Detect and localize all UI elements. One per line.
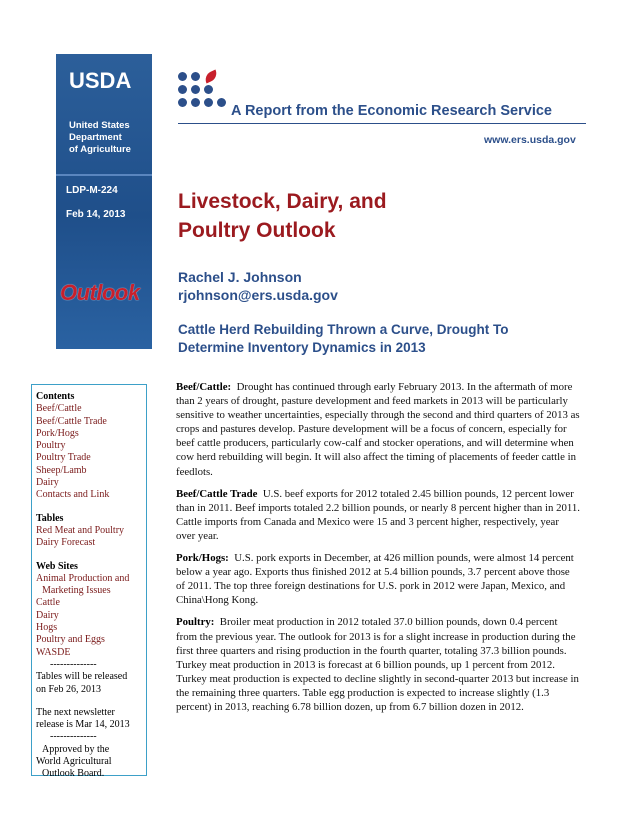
section-poultry	[176, 615, 580, 714]
website-link-cattle[interactable]: Cattle	[36, 597, 60, 609]
usda-logo: USDA	[69, 68, 132, 93]
agency-line: of Agriculture	[69, 144, 131, 155]
newsletter-note-date: release is Mar 14, 2013	[36, 719, 130, 731]
usda-outlook-banner	[56, 54, 152, 349]
section-text: U.S. pork exports in December, at 426 million pounds, were almost 14 percent below a year ago. Exports thus finished 2012 at 5.4 billion pounds, 3.7 percent above those of 2011. The top three foreign destinations for U.S. pork in 2012 were Japan, Mexico, and China\Hong Kong.	[176, 552, 574, 607]
website-link-animal-production[interactable]: Animal Production and	[36, 572, 130, 584]
title-line: Livestock, Dairy, and	[178, 190, 387, 213]
agency-line: Department	[69, 132, 122, 143]
contents-link-contacts[interactable]: Contacts and Link	[36, 489, 110, 501]
contents-link-pork-hogs[interactable]: Pork/Hogs	[36, 427, 79, 439]
release-note-date: on Feb 26, 2013	[36, 683, 101, 695]
section-heading: Beef/Cattle:	[176, 381, 232, 393]
author-name: Rachel J. Johnson	[178, 269, 302, 285]
approval-note: Outlook Board.	[42, 768, 105, 780]
ers-url-link[interactable]: www.ers.usda.gov	[484, 134, 576, 146]
approval-note: Approved by the	[42, 743, 110, 755]
section-pork-hogs	[176, 551, 580, 607]
agency-name	[69, 120, 131, 156]
section-heading: Beef/Cattle Trade	[176, 487, 258, 500]
separator: --------------	[50, 658, 97, 670]
release-note: Tables will be released	[36, 671, 128, 683]
website-link-hogs[interactable]: Hogs	[36, 622, 58, 634]
contents-sidebar	[31, 384, 147, 780]
report-source: A Report from the Economic Research Service	[231, 103, 552, 119]
section-text: Drought has continued through early February 2013. In the aftermath of more than 2 years of drought, pasture development and feed markets in 2013 will be particularly sensitive to weather uncertainties, especially through the second and third quarters of 2013 as crops and pastures develop. Pasture development will be a focus of concern, especially for beef cattle producers, particularly cow-calf and stocker operations, and will determine when cow herd rebuilding will begin. It will also affect the timing of placements of feeder cattle in feedlots.	[176, 381, 580, 478]
separator: --------------	[50, 731, 97, 743]
newsletter-note: The next newsletter	[36, 706, 115, 718]
subtitle-line: Determine Inventory Dynamics in 2013	[178, 340, 426, 355]
contents-link-poultry-trade[interactable]: Poultry Trade	[36, 452, 91, 464]
website-link-dairy[interactable]: Dairy	[36, 609, 59, 621]
report-title	[178, 187, 558, 245]
contents-heading: Contents	[36, 391, 75, 402]
report-number: LDP-M-224	[66, 185, 118, 196]
report-subtitle	[178, 321, 578, 357]
websites-heading: Web Sites	[36, 560, 78, 572]
contents-link-dairy[interactable]: Dairy	[36, 477, 59, 489]
section-beef-cattle-trade	[176, 487, 580, 543]
tables-heading: Tables	[36, 512, 64, 524]
author-block	[178, 268, 338, 304]
website-link-poultry-eggs[interactable]: Poultry and Eggs	[36, 634, 105, 646]
contents-link-beef-cattle[interactable]: Beef/Cattle	[36, 403, 82, 415]
subtitle-line: Cattle Herd Rebuilding Thrown a Curve, Drought To	[178, 322, 509, 337]
tables-link-red-meat-poultry[interactable]: Red Meat and Poultry	[36, 524, 125, 536]
banner-divider	[56, 174, 152, 176]
approval-note: World Agricultural	[36, 756, 112, 768]
website-link-wasde[interactable]: WASDE	[36, 646, 71, 658]
report-body	[176, 380, 580, 722]
section-beef-cattle	[176, 380, 580, 479]
contents-link-poultry[interactable]: Poultry	[36, 440, 66, 452]
outlook-logo: Outlook	[60, 280, 140, 305]
website-link-animal-production-cont[interactable]: Marketing Issues	[42, 585, 111, 597]
contents-link-sheep-lamb[interactable]: Sheep/Lamb	[36, 464, 87, 476]
title-line: Poultry Outlook	[178, 219, 336, 242]
section-heading: Pork/Hogs:	[176, 552, 229, 565]
agency-line: United States	[69, 120, 130, 131]
header-divider	[178, 123, 586, 124]
author-email-link[interactable]: rjohnson@ers.usda.gov	[178, 287, 338, 303]
section-text: Broiler meat production in 2012 totaled 37.0 billion pounds, down 0.4 percent from the previous year. The outlook for 2013 is for a slight increase in production during the first three quarters and rising production in the fourth quarter, totaling 37.3 billion pounds. Turkey meat production in 2013 is forecast at 6 billion pounds, up 1 percent from 2012. Turkey meat production is expected to decline slightly in second-quarter 2013 but increase in the remaining three quarters. Table egg production is expected to increase slightly (1.3 percent) in 2013, reaching 6.78 billion dozen, up from 6.7 billion dozen in 2012.	[176, 616, 579, 713]
section-heading: Poultry:	[176, 616, 215, 629]
section-text: U.S. beef exports for 2012 totaled 2.45 billion pounds, 12 percent lower than in 2011. Beef imports totaled 2.2 billion pounds, or nearly 8 percent higher than in 2011. Cattle imports from Canada and Mexico were 15 and 3 percent higher, respectively, year over year.	[176, 487, 581, 542]
report-date: Feb 14, 2013	[66, 209, 126, 220]
contents-link-beef-cattle-trade[interactable]: Beef/Cattle Trade	[36, 415, 107, 427]
tables-link-dairy-forecast[interactable]: Dairy Forecast	[36, 537, 96, 549]
